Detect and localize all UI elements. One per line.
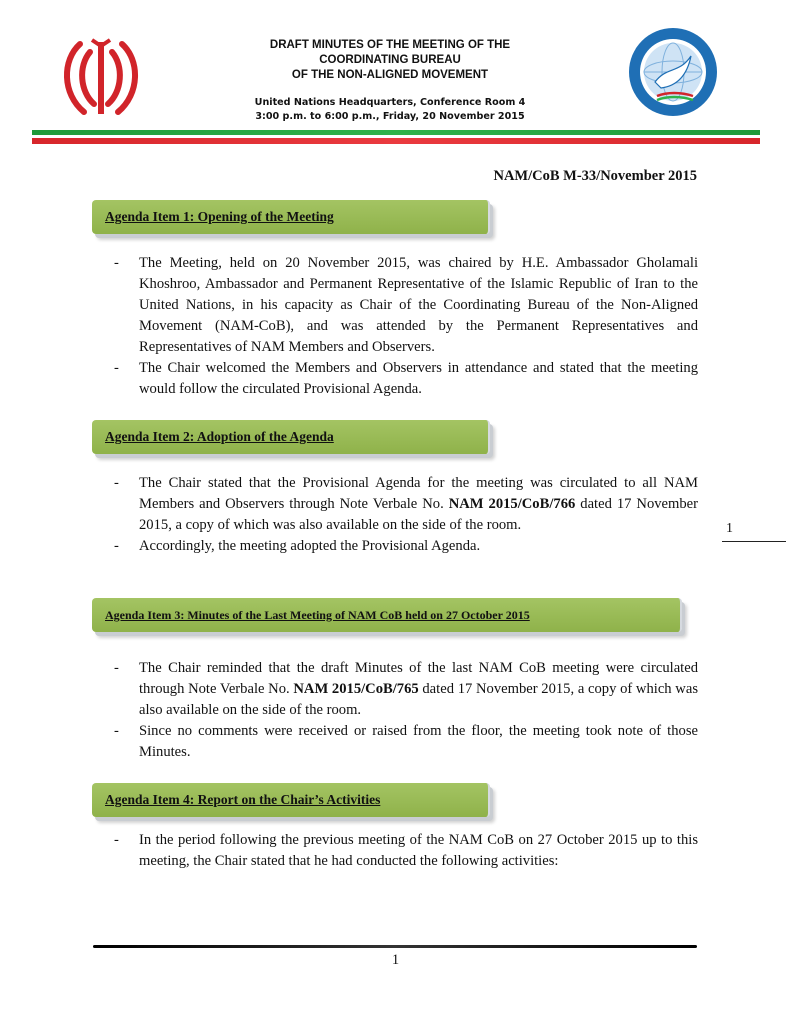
footer-rule: [93, 945, 697, 948]
note-verbale-ref: NAM 2015/CoB/765: [293, 681, 419, 697]
bullet-item: - The Chair stated that the Provisional Agenda for the meeting was circulated to all NAM Members and Observers through Note Verbale No. NAM 2015/CoB/766 dated 17 November 2015, a copy of which was also available on the side of the room.: [114, 473, 698, 536]
meeting-venue: United Nations Headquarters, Conference Room 4: [254, 97, 526, 108]
bullet-item: - The Chair reminded that the draft Minutes of the last NAM CoB meeting were circulated through Note Verbale No. NAM 2015/CoB/765 dated 17 November 2015, a copy of which was also available on the side of the room.: [114, 658, 698, 721]
document-reference: NAM/CoB M-33/November 2015: [493, 168, 697, 184]
bullet-item: - Since no comments were received or raised from the floor, the meeting took note of those Minutes.: [114, 721, 698, 763]
side-rule: [722, 541, 786, 542]
document-title: [180, 38, 600, 83]
bullet-text: Accordingly, the meeting adopted the Provisional Agenda.: [139, 538, 481, 554]
agenda-heading-text: Agenda Item 3: Minutes of the Last Meeting of NAM CoB held on 27 October 2015: [105, 607, 530, 622]
page-number: 1: [391, 952, 400, 968]
agenda-item-1-bullets: [114, 253, 698, 400]
meeting-info: [180, 96, 600, 124]
agenda-item-2-bullets: [114, 473, 698, 557]
nam-summit-logo-icon: [627, 26, 719, 118]
bullet-text: The Chair welcomed the Members and Observers in attendance and stated that the meeting would follow the circulated Provisional Agenda.: [139, 360, 698, 397]
agenda-heading-text: Agenda Item 1: Opening of the Meeting: [105, 209, 334, 224]
bullet-text: Since no comments were received or raised from the floor, the meeting took note of those Minutes.: [139, 723, 698, 760]
agenda-item-1-heading: [92, 200, 490, 234]
bullet-item: - Accordingly, the meeting adopted the Provisional Agenda.: [114, 536, 698, 557]
note-verbale-ref: NAM 2015/CoB/766: [448, 496, 576, 512]
agenda-item-4-bullets: [114, 830, 698, 872]
agenda-item-4-heading: [92, 783, 490, 817]
agenda-item-3-heading: [92, 598, 682, 632]
red-band: [32, 138, 760, 144]
title-line: COORDINATING BUREAU: [319, 54, 461, 66]
bullet-text: The Chair reminded that the draft Minutes of the last NAM CoB meeting were circulated through Note Verbale No. NAM 2015/CoB/765 dated 17 November 2015, a copy of which was also available on the side of the room.: [139, 660, 698, 718]
agenda-heading-text: Agenda Item 2: Adoption of the Agenda: [105, 429, 334, 444]
agenda-heading-text: Agenda Item 4: Report on the Chair’s Activities: [105, 792, 381, 807]
title-line: OF THE NON-ALIGNED MOVEMENT: [291, 69, 489, 81]
iran-emblem-icon: [58, 34, 144, 120]
bullet-text: In the period following the previous meeting of the NAM CoB on 27 October 2015 up to this meeting, the Chair stated that he had conducted the following activities:: [139, 832, 698, 869]
side-page-number: 1: [726, 521, 733, 536]
title-line: DRAFT MINUTES OF THE MEETING OF THE: [269, 39, 511, 51]
bullet-text: The Meeting, held on 20 November 2015, was chaired by H.E. Ambassador Gholamali Khoshroo, Ambassador and Permanent Representative of the Islamic Republic of Iran to the United Nations, in his capacity as Chair of the Coordinating Bureau of the Non-Aligned Movement (NAM-CoB), and was attended by the Permanent Representatives and Representatives of NAM Members and Observers.: [139, 255, 698, 355]
bullet-item: - In the period following the previous meeting of the NAM CoB on 27 October 2015 up to this meeting, the Chair stated that he had conducted the following activities:: [114, 830, 698, 872]
agenda-item-2-heading: [92, 420, 490, 454]
bullet-text: The Chair stated that the Provisional Agenda for the meeting was circulated to all NAM Members and Observers through Note Verbale No. NAM 2015/CoB/766 dated 17 November 2015, a copy of which was also available on the side of the room.: [139, 475, 698, 533]
meeting-time: 3:00 p.m. to 6:00 p.m., Friday, 20 November 2015: [255, 111, 525, 122]
bullet-item: - The Chair welcomed the Members and Observers in attendance and stated that the meeting would follow the circulated Provisional Agenda.: [114, 358, 698, 400]
bullet-item: - The Meeting, held on 20 November 2015, was chaired by H.E. Ambassador Gholamali Khoshroo, Ambassador and Permanent Representative of the Islamic Republic of Iran to the United Nations, in his capacity as Chair of the Coordinating Bureau of the Non-Aligned Movement (NAM-CoB), and was attended by the Permanent Representatives and Representatives of NAM Members and Observers.: [114, 253, 698, 358]
agenda-item-3-bullets: [114, 658, 698, 763]
